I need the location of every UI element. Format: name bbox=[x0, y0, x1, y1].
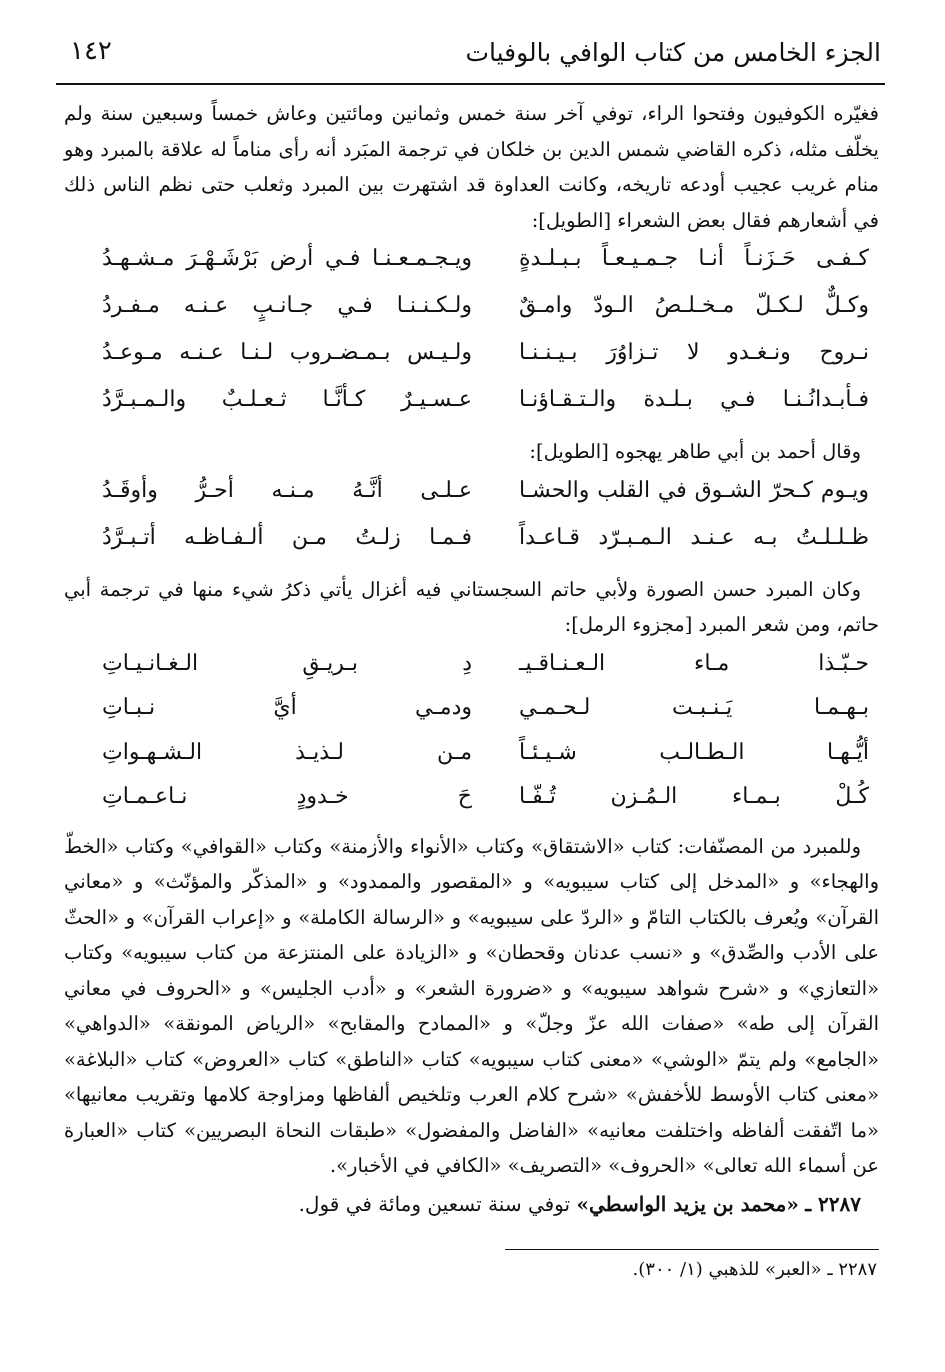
entry-text: توفي سنة تسعين ومائة في قول. bbox=[298, 1191, 571, 1216]
paragraph-1: فغيّره الكوفيون وفتحوا الراء، توفي آخر سنة خمس وثمانين ومائتين وعاش خمساً وسبعين سنة ولم يخلّف مثله، ذكره القاضي شمس الدين بن خلكان في ترجمة المبَرد أنه رأى مناماً له علاقة بالمبرد وهو منام غريب عجيب أودعه تاريخه، وكانت العداوة قد اشتهرت بين المبرد وثعلب حتى نظم الناس ذلك في أشعارهم فقال بعض الشعراء [الطويل]: bbox=[64, 102, 879, 232]
poem-verse bbox=[64, 383, 879, 430]
poem-verse bbox=[64, 780, 879, 825]
verse-second-hemistich: ويـجـمـعـنـا فـي أرض بَرْشَـهْـرَ مـشـهـدُ bbox=[102, 246, 472, 271]
verse-second-hemistich: ولـكـنـنـا فـي جـانـبٍ عـنـه مـفـردُ bbox=[102, 293, 472, 318]
poem-1 bbox=[64, 242, 879, 430]
paragraph-4: وللمبرد من المصنّفات: كتاب «الاشتقاق» وكتاب «الأنواء والأزمنة» وكتاب «القوافي» وكتاب «الخطّ والهجاء» و «المدخل إلى كتاب سيبويه» و «المقصور والممدود» و «المذكّر والمؤنّث» و «معاني القرآن» ويُعرف بالكتاب التامّ و «الردّ على سيبويه» و «الرسالة الكاملة» و «إعراب القرآن» و «الحثّ على الأدب والصِّدق» و «نسب عدنان وقحطان» و «الزيادة على المنتزعة من كتاب سيبويه» وكتاب «التعازي» و «شرح شواهد سيبويه» و «ضرورة الشعر» و «أدب الجليس» و «الحروف في معاني القرآن إلى طه» «صفات الله عزّ وجلّ» و «الممادح والمقابح» «الرياض المونقة» «الدواهي» «الجامع» ولم يتمّ «الوشي» «معنى كتاب سيبويه» كتاب «الناطق» كتاب «العروض» كتاب «البلاغة» «معنى كتاب الأوسط للأخفش» «شرح كلام العرب وتلخيص ألفاظها ومزاوجة كلامها وتقريب معانيها» «ما اتّفقت ألفاظه واختلفت معانيه» «الفاضل والمفضول» «طبقات النحاة البصريين» كتاب «العبارة عن أسماء الله تعالى» «الحروف» «التصريف» «الكافي في الأخبار». bbox=[64, 834, 879, 1177]
footnote: ٢٢٨٧ ـ «العبر» للذهبي (١/ ٣٠٠). bbox=[632, 1259, 877, 1280]
verse-first-hemistich: نـروح ونـغـدو لا تـزاوُرَ بـيـنـنـا bbox=[519, 340, 869, 365]
poem-3 bbox=[64, 647, 879, 825]
poem-verse bbox=[64, 691, 879, 736]
biography-entry bbox=[64, 1186, 879, 1222]
verse-second-hemistich: مـن لـذيـذ الـشـهـواتِ bbox=[102, 739, 472, 765]
verse-first-hemistich: أيُّـهـا الـطـالـب شـيـئـاً bbox=[519, 739, 869, 765]
page-number: ١٤٢ bbox=[70, 36, 112, 66]
running-header bbox=[56, 36, 881, 78]
poem-verse bbox=[64, 521, 879, 568]
footnote-divider bbox=[505, 1249, 879, 1250]
page-body bbox=[64, 96, 879, 1222]
header-divider bbox=[56, 83, 885, 85]
verse-first-hemistich: ويـوم كـحرّ الشـوق في القلب والحشـا bbox=[519, 477, 869, 503]
verse-first-hemistich: كُـلْ بـمـاء الـمُـزن تُـفّـا bbox=[519, 784, 869, 809]
verse-second-hemistich: عـلـى أنَّـهُ مـنـه أحـرُّ وأوقَـدُ bbox=[102, 477, 472, 503]
verse-first-hemistich: ظـلـلـتُ بـه عـنـد الـمـبـرّد قـاعـداً bbox=[519, 524, 869, 550]
poem-verse bbox=[64, 242, 879, 289]
poem-2 bbox=[64, 474, 879, 568]
verse-second-hemistich: فـمـا زلـتُ مـن ألـفـاظـه أتـبـرَّدُ bbox=[102, 524, 472, 550]
verse-first-hemistich: فـأبـدانُـنـا فـي بـلـدة والـتـقـاؤنـا bbox=[519, 387, 869, 412]
verse-first-hemistich: حـبّـذا مـاء الـعـنـاقـيـ bbox=[519, 650, 869, 676]
poem-verse bbox=[64, 474, 879, 521]
verse-first-hemistich: وكـلٌّ لـكـلّ مـخـلـصُ الـودّ وامـقٌ bbox=[519, 293, 869, 318]
verse-first-hemistich: كـفـى حَـزَنـاً أنـا جـمـيـعـاً بـبـلـدةٍ bbox=[519, 246, 869, 271]
verse-second-hemistich: ودمـي أيَّ نـبـاتِ bbox=[102, 695, 472, 720]
poem-verse bbox=[64, 336, 879, 383]
verse-second-hemistich: ولـيـس بـمـضـروب لـنـا عـنـه مـوعـدُ bbox=[102, 340, 472, 365]
entry-name: «محمد بن يزيد الواسطي» bbox=[576, 1191, 799, 1216]
paragraph-2: وقال أحمد بن أبي طاهر يهجوه [الطويل]: bbox=[529, 440, 861, 463]
entry-number: ٢٢٨٧ ـ bbox=[805, 1191, 861, 1216]
verse-first-hemistich: بـهـمـا يَـنـبـت لـحـمـي bbox=[519, 695, 869, 720]
poem-verse bbox=[64, 289, 879, 336]
paragraph-3: وكان المبرد حسن الصورة ولأبي حاتم السجستاني فيه أغزال يأتي ذكرُ شيء منها في ترجمة أبي حاتم، ومن شعر المبرد [مجزوء الرمل]: bbox=[64, 577, 879, 636]
running-header-title: الجزء الخامس من كتاب الوافي بالوفيات bbox=[465, 38, 881, 67]
poem-verse bbox=[64, 647, 879, 692]
verse-second-hemistich: دِ بـريـقِ الـغـانـيـاتِ bbox=[102, 650, 472, 676]
verse-second-hemistich: عـسـيـرٌ كـأنَّـا ثـعـلـبٌ والـمـبـرَّدُ bbox=[102, 387, 472, 412]
verse-second-hemistich: حَ خـدودٍ نـاعـمـاتِ bbox=[102, 784, 472, 809]
poem-verse bbox=[64, 736, 879, 781]
